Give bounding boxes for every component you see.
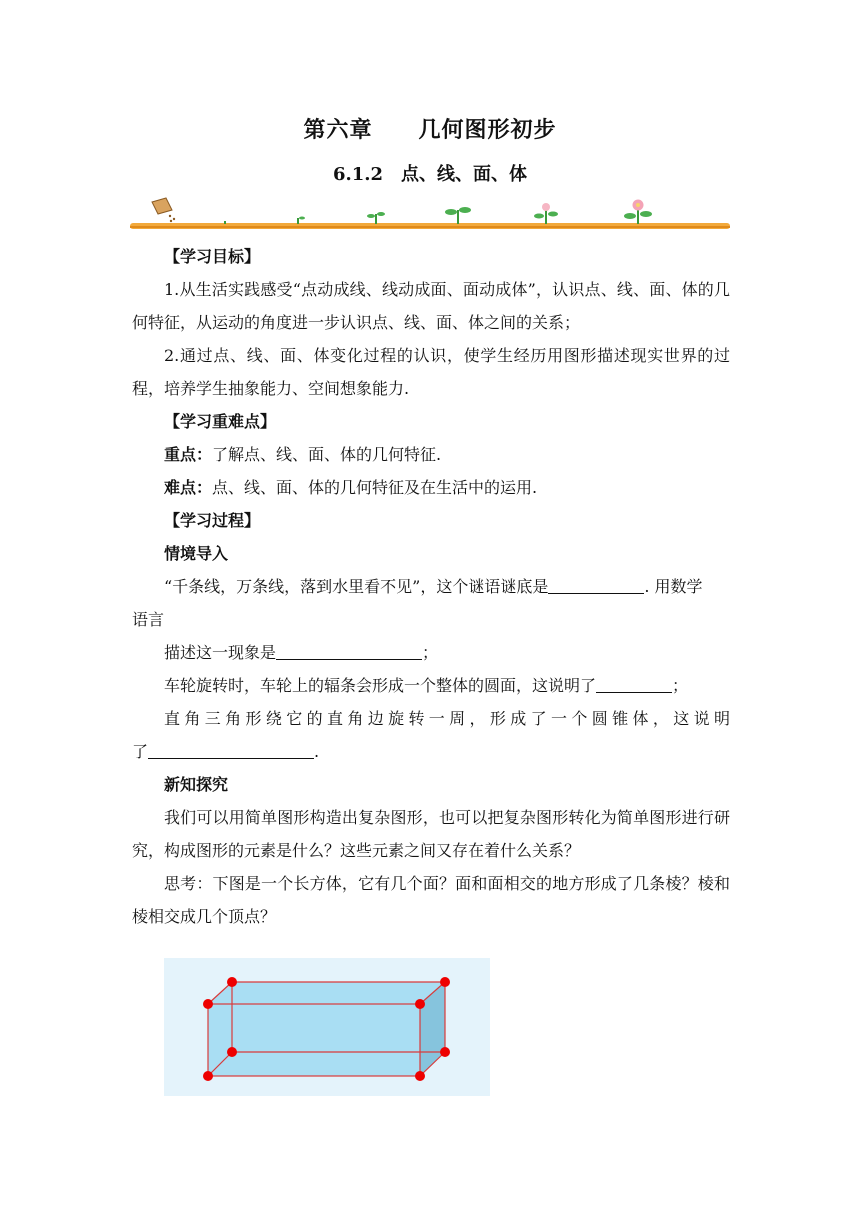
vertex-point xyxy=(227,977,237,987)
wheel-text: 车轮旋转时，车轮上的辐条会形成一个整体的圆面，这说明了 xyxy=(164,676,597,695)
describe-text-tail: ； xyxy=(422,643,439,662)
decorative-divider xyxy=(130,196,732,236)
triangle-text-wrap: 了 xyxy=(132,742,149,761)
answer-blank xyxy=(548,575,644,594)
chapter-title: 第六章 几何图形初步 xyxy=(303,117,557,143)
describe-text: 描述这一现象是 xyxy=(164,643,277,662)
vertex-point xyxy=(440,977,450,987)
difficulty-label: 难点： xyxy=(164,478,213,497)
vertex-point xyxy=(203,1071,213,1081)
describe-line xyxy=(132,636,730,669)
answer-blank xyxy=(276,641,422,660)
riddle-text-wrap: 语言 xyxy=(132,610,165,629)
seed-bag-icon xyxy=(152,198,175,222)
section-title: 6.1.2 点、线、面、体 xyxy=(332,164,528,185)
triangle-line-2 xyxy=(132,735,730,768)
goal-item-1: 1.从生活实践感受“点动成线、线动成面、面动成体”，认识点、线、面、体的几何特征，从运动的角度进一步认识点、线、面、体之间的关系； xyxy=(132,280,730,332)
riddle-line xyxy=(132,570,730,636)
vertex-point xyxy=(415,999,425,1009)
focus-line xyxy=(132,438,730,471)
intro-heading: 情境导入 xyxy=(164,544,229,563)
explore-text: 我们可以用简单图形构造出复杂图形，也可以把复杂图形转化为简单图形进行研究，构成图形的元素是什么？这些元素之间又存在着什么关系？ xyxy=(132,808,730,860)
vertex-point xyxy=(227,1047,237,1057)
triangle-text-tail: . xyxy=(314,742,320,761)
focus-text: 了解点、线、面、体的几何特征. xyxy=(212,445,442,464)
vertex-point xyxy=(203,999,213,1009)
answer-blank xyxy=(148,740,314,759)
cuboid-top-face xyxy=(208,982,445,1004)
wheel-line xyxy=(132,669,730,702)
think-question: 思考：下图是一个长方体，它有几个面？面和面相交的地方形成了几条棱？棱和棱相交成几个顶点？ xyxy=(132,874,730,926)
goals-heading: 【学习目标】 xyxy=(164,247,261,266)
flower-icon xyxy=(534,200,652,225)
cuboid-front-face xyxy=(208,1004,420,1076)
difficulty-line xyxy=(132,471,730,504)
explore-heading: 新知探究 xyxy=(164,775,229,794)
goal-item-2: 2.通过点、线、面、体变化过程的认识，使学生经历用图形描述现实世界的过程，培养学生抽象能力、空间想象能力. xyxy=(132,346,730,398)
riddle-text: “千条线，万条线，落到水里看不见”，这个谜语谜底是 xyxy=(164,577,549,596)
vertex-point xyxy=(415,1071,425,1081)
vertex-point xyxy=(440,1047,450,1057)
cuboid-figure xyxy=(164,958,490,1096)
riddle-text-tail: . 用数学 xyxy=(644,577,703,596)
triangle-line: 直角三角形绕它的直角边旋转一周，形成了一个圆锥体，这说明 xyxy=(164,709,730,728)
process-heading: 【学习过程】 xyxy=(164,511,261,530)
key-points-heading: 【学习重难点】 xyxy=(164,412,277,431)
answer-blank xyxy=(596,674,672,693)
document-body xyxy=(132,240,730,933)
focus-label: 重点： xyxy=(164,445,213,464)
sprout-icon xyxy=(225,207,471,224)
wheel-text-tail: ； xyxy=(672,676,689,695)
difficulty-text: 点、线、面、体的几何特征及在生活中的运用. xyxy=(212,478,538,497)
